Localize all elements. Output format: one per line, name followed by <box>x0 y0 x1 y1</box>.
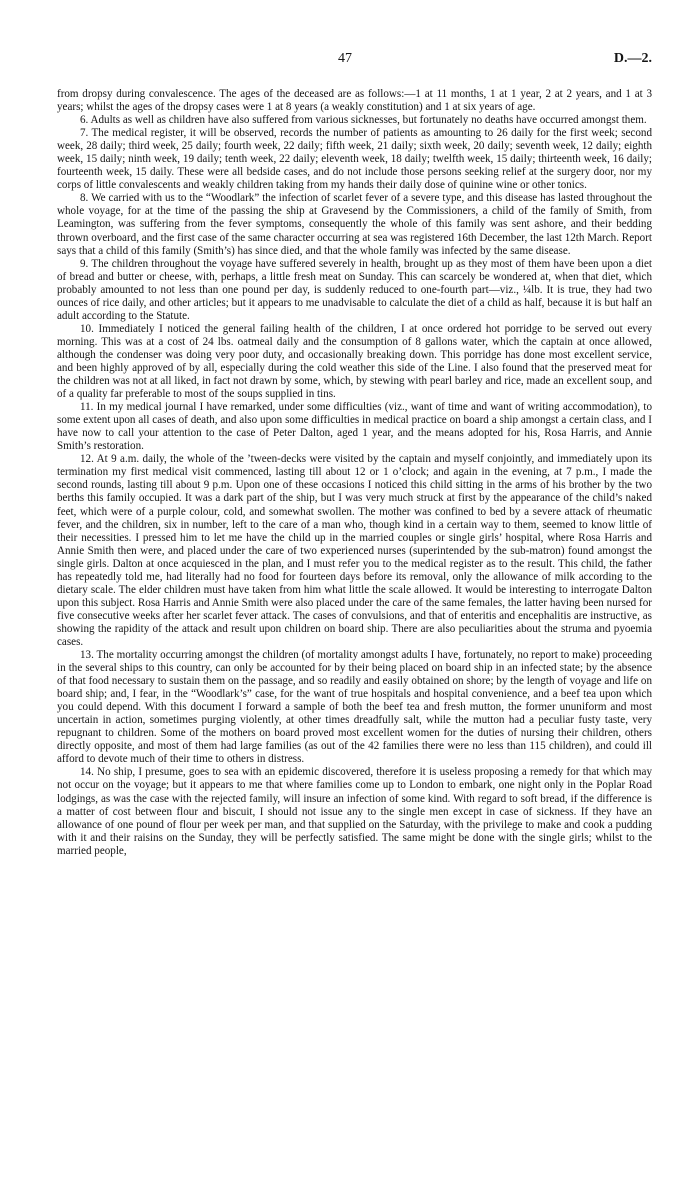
paragraph-continued: from dropsy during convalescence. The ages of the deceased are as follows:—1 at 11 months, 1 at 1 year, 2 at 2 years, and 1 at 3 years; whilst the ages of the dropsy cases were 1 at 8 years (a weakly constitution) and 1 at six years of age. <box>57 88 652 114</box>
paragraph-7: 7. The medical register, it will be observed, records the number of patients as amounting to 26 daily for the first week; second week, 28 daily; third week, 25 daily; fourth week, 22 daily; fifth week, 21 daily; sixth week, 20 daily; seventh week, 12 daily; eighth week, 15 daily; ninth week, 19 daily; tenth week, 22 daily; eleventh week, 18 daily; twelfth week, 15 daily; thirteenth week, 16 daily; fourteenth week, 15 daily. These were all bedside cases, and do not include those persons seeking relief at the surgery door, nor my corps of little convalescents and weakly children taking from my hands their daily dose of quinine wine or other tonics. <box>57 127 652 192</box>
paragraph-13: 13. The mortality occurring amongst the children (of mortality amongst adults I have, fortunately, no report to make) proceeding in the several ships to this country, can only be accounted for by their being placed on board ship in an infected state; by the absence of that food necessary to sustain them on the passage, and so readily and easily obtained on shore; by the length of voyage and life on board ship; and, I fear, in the “Woodlark’s” case, for the want of true hospitals and hospital convenience, and a beef tea upon which you could depend. With this document I forward a sample of both the beef tea and fresh mutton, the former ununiform and most uncertain in action, sometimes purging violently, at other times dreadfully salt, while the mutton had a peculiar fusty taste, very repugnant to children. Some of the mothers on board proved most excellent women for the duties of nursing their children, others directly opposite, and most of them had large families (as out of the 42 families there were no less than 115 children), and could ill afford to devote much of their time to others in distress. <box>57 649 652 766</box>
paragraph-6: 6. Adults as well as children have also suffered from various sicknesses, but fortunately no deaths have occurred amongst them. <box>80 114 647 127</box>
paragraph-11: 11. In my medical journal I have remarked, under some difficulties (viz., want of time and want of writing accommodation), to some extent upon all cases of death, and also upon some difficulties in medical practice on board a ship amongst a certain class, and I have now to call your attention to the case of Peter Dalton, aged 1 year, and the means adopted for his, Rosa Harris, and Annie Smith’s restoration. <box>57 401 652 453</box>
paragraph-10: 10. Immediately I noticed the general failing health of the children, I at once ordered hot porridge to be served out every morning. This was at a cost of 24 lbs. oatmeal daily and the consumption of 8 gallons water, which the captain at once allowed, although the condenser was doing very poor duty, and occasionally breaking down. This porridge has done most excellent service, and been highly approved of by all, especially during the cold weather this side of the Line. I also found that the preserved meat for the children was not at all liked, in fact not drawn by some, which, by stewing with pearl barley and rice, made an excellent soup, and of a quality far preferable to most of the soups supplied in tins. <box>57 322 652 401</box>
paragraph-12: 12. At 9 a.m. daily, the whole of the ’tween-decks were visited by the captain and myself conjointly, and immediately upon its termination my first medical visit commenced, lasting till about 12 or 1 o’clock; and again in the evening, at 7 p.m., I made the second rounds, lasting till about 9 p.m. Upon one of these occasions I noticed this child sitting in the arms of his brother by the two berths this family occupied. It was a dark part of the ship, but I was very much struck at first by the appearance of the child’s naked feet, which were of a purple colour, cold, and somewhat swollen. The mother was confined to bed by a severe attack of rheumatic fever, and the children, six in number, left to the care of a man who, though kind in a certain way to them, seemed to know little of their necessities. I pressed him to let me have the child up in the married couples or single girls’ hospital, where Rosa Harris and Annie Smith then were, and placed under the care of two experienced nurses (superintended by the sub-matron) found amongst the single girls. Dalton at once acquiesced in the plan, and I must refer you to the medical register as to the result. This child, the father has repeatedly told me, had literally had no food for fourteen days before its removal, only the allowance of milk according to the dietary scale. The elder children must have taken from him what little the scale allowed. It would be interesting to interrogate Dalton upon this subject. Rosa Harris and Annie Smith were also placed under the care of the same females, the latter having been nursed for five consecutive weeks after her scarlet fever attack. The cases of convulsions, and that of enteritis and encephalitis are instructive, as showing the rapidity of the attack and result upon children on board ship. There are also peculiarities about the struma and pyoemia cases. <box>57 453 652 648</box>
page-number: 47 <box>338 51 352 66</box>
body-text <box>57 88 652 858</box>
page-header <box>57 0 652 88</box>
paragraph-14: 14. No ship, I presume, goes to sea with an epidemic discovered, therefore it is useless proposing a remedy for that which may not occur on the voyage; but it appears to me that where families come up to London to embark, one night only in the Poplar Road lodgings, as was the case with the rejected family, will insure an infection of some kind. With regard to soft bread, if the difference is a matter of cost between flour and biscuit, I should not issue any to the single men except in case of sickness. If they have an allowance of one pound of flour per week per man, and that supplied on the Saturday, with the privilege to make and cook a pudding with it and their raisins on the Sunday, they will be perfectly satisfied. The same might be done with the single girls; whilst to the married people, <box>57 766 652 857</box>
paragraph-9: 9. The children throughout the voyage have suffered severely in health, brought up as they most of them have been upon a diet of bread and butter or cheese, with, perhaps, a little fresh meat on Sunday. This can scarcely be wondered at, when that diet, which probably amounted to not less than one pound per day, is suddenly reduced to one-fourth part—viz., ¼lb. It is true, they had two ounces of rice daily, and other articles; but it appears to me unadvisable to calculate the diet of a child as half, because it is but half an adult according to the Statute. <box>57 257 652 322</box>
paragraph-8: 8. We carried with us to the “Woodlark” the infection of scarlet fever of a severe type, and this disease has lasted throughout the whole voyage, for at the time of the passing the ship at Gravesend by the Commissioners, a child of the family of Smith, from Leamington, was suffering from the fever symptoms, consequently the whole of this family was sent ashore, and their bedding thrown overboard, and the first case of the same character occurring at sea was registered 16th December, the last 12th March. Report says that a child of this family (Smith’s) has since died, and that the whole family was infected by the same disease. <box>57 192 652 257</box>
document-reference: D.—2. <box>613 51 652 66</box>
